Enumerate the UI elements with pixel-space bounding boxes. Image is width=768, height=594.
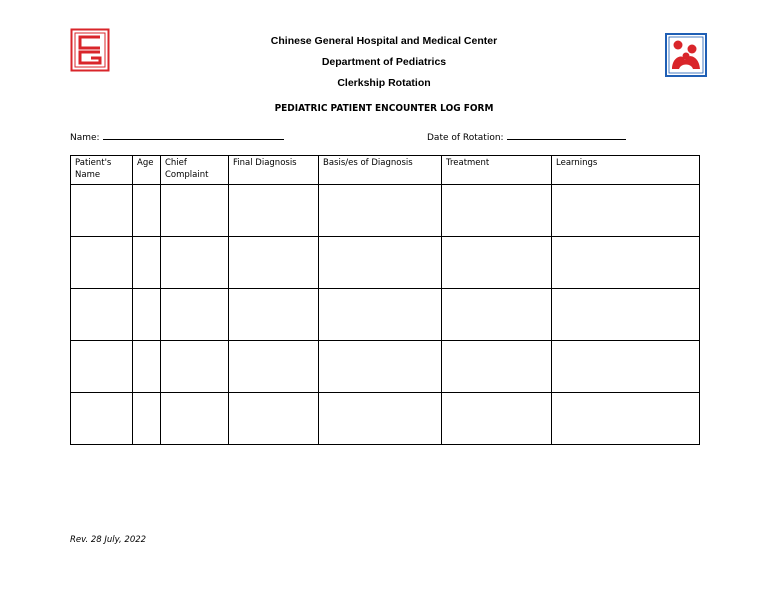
table-cell[interactable]	[229, 393, 319, 445]
header-learnings: Learnings	[552, 156, 700, 185]
name-blank-line[interactable]	[103, 130, 284, 140]
table-cell[interactable]	[161, 237, 229, 289]
table-cell[interactable]	[319, 237, 442, 289]
table-cell[interactable]	[552, 185, 700, 237]
table-cell[interactable]	[161, 393, 229, 445]
table-cell[interactable]	[133, 185, 161, 237]
table-cell[interactable]	[442, 289, 552, 341]
header-final-diagnosis: Final Diagnosis	[229, 156, 319, 185]
table-row	[71, 185, 700, 237]
header-treatment: Treatment	[442, 156, 552, 185]
table-cell[interactable]	[442, 237, 552, 289]
table-cell[interactable]	[442, 185, 552, 237]
institution-name: Chinese General Hospital and Medical Center	[270, 35, 498, 47]
table-cell[interactable]	[71, 341, 133, 393]
table-cell[interactable]	[161, 185, 229, 237]
table-cell[interactable]	[319, 341, 442, 393]
table-cell[interactable]	[71, 185, 133, 237]
table-cell[interactable]	[552, 237, 700, 289]
table-cell[interactable]	[133, 341, 161, 393]
table-cell[interactable]	[161, 289, 229, 341]
table-cell[interactable]	[229, 237, 319, 289]
table-cell[interactable]	[319, 185, 442, 237]
table-cell[interactable]	[71, 237, 133, 289]
header-chief-complaint: Chief Complaint	[161, 156, 229, 185]
table-cell[interactable]	[133, 289, 161, 341]
department-name: Department of Pediatrics	[321, 56, 447, 68]
table-cell[interactable]	[552, 289, 700, 341]
date-of-rotation-label: Date of Rotation:	[427, 133, 504, 143]
table-cell[interactable]	[319, 289, 442, 341]
table-row	[71, 393, 700, 445]
table-cell[interactable]	[71, 289, 133, 341]
table-cell[interactable]	[161, 341, 229, 393]
table-cell[interactable]	[133, 393, 161, 445]
table-cell[interactable]	[552, 341, 700, 393]
table-cell[interactable]	[229, 289, 319, 341]
encounter-log-table	[70, 155, 700, 445]
revision-note: Rev. 28 July, 2022	[70, 535, 147, 545]
date-of-rotation-field[interactable]	[427, 130, 626, 144]
table-row	[71, 341, 700, 393]
date-of-rotation-blank-line[interactable]	[507, 130, 626, 140]
form-title: PEDIATRIC PATIENT ENCOUNTER LOG FORM	[274, 103, 494, 114]
header-patients-name: Patient's Name	[71, 156, 133, 185]
table-row	[71, 289, 700, 341]
header-basis-of-diagnosis: Basis/es of Diagnosis	[319, 156, 442, 185]
table-cell[interactable]	[442, 341, 552, 393]
table-cell[interactable]	[71, 393, 133, 445]
table-cell[interactable]	[229, 341, 319, 393]
table-header-row	[71, 156, 700, 185]
header-age: Age	[133, 156, 161, 185]
name-field[interactable]	[70, 130, 284, 144]
rotation-name: Clerkship Rotation	[337, 77, 431, 89]
table-cell[interactable]	[442, 393, 552, 445]
table-cell[interactable]	[229, 185, 319, 237]
table-cell[interactable]	[319, 393, 442, 445]
pediatrics-logo-icon	[665, 33, 707, 77]
table-row	[71, 237, 700, 289]
name-label: Name:	[70, 133, 100, 143]
table-cell[interactable]	[552, 393, 700, 445]
table-cell[interactable]	[133, 237, 161, 289]
